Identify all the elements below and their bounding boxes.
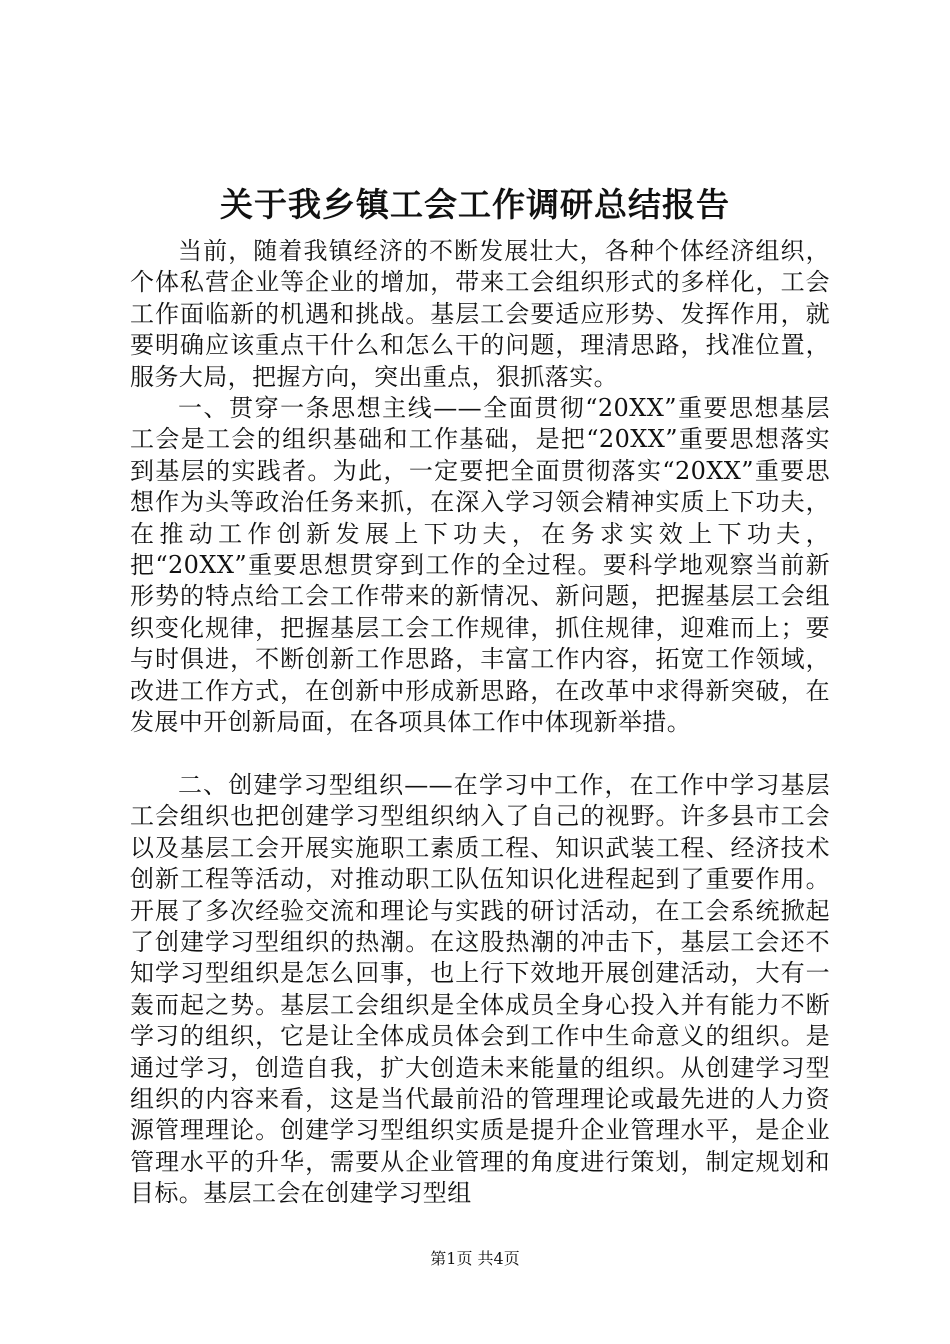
- paragraph-intro: 当前，随着我镇经济的不断发展壮大，各种个体经济组织，个体私营企业等企业的增加，带来工会组织形式的多样化，工会工作面临新的机遇和挑战。基层工会要适应形势、发挥作用，就要明确应该重点干什么和怎么干的问题，理清思路，找准位置，服务大局，把握方向，突出重点，狠抓落实。: [130, 237, 830, 391]
- paragraph-section-two: 二、创建学习型组织——在学习中工作，在工作中学习基层工会组织也把创建学习型组织纳入了自己的视野。许多县市工会以及基层工会开展实施职工素质工程、知识武装工程、经济技术创新工程等活动，对推动职工队伍知识化进程起到了重要作用。开展了多次经验交流和理论与实践的研讨活动，在工会系统掀起了创建学习型组织的热潮。在这股热潮的冲击下，基层工会还不知学习型组织是怎么回事，也上行下效地开展创建活动，大有一轰而起之势。基层工会组织是全体成员全身心投入并有能力不断学习的组织，它是让全体成员体会到工作中生命意义的组织。是通过学习，创造自我，扩大创造未来能量的组织。从创建学习型组织的内容来看，这是当代最前沿的管理理论或最先进的人力资源管理理论。创建学习型组织实质是提升企业管理水平，是企业管理水平的升华，需要从企业管理的角度进行策划，制定规划和目标。基层工会在创建学习型组: [130, 770, 830, 1208]
- page-number-footer: 第1页 共4页: [430, 1249, 520, 1268]
- paragraph-section-one: 一、贯穿一条思想主线——全面贯彻“20XX”重要思想基层工会是工会的组织基础和工作基础，是把“20XX”重要思想落实到基层的实践者。为此，一定要把全面贯彻落实“20XX”重要思想作为头等政治任务来抓，在深入学习领会精神实质上下功夫，在推动工作创新发展上下功夫，在务求实效上下功夫，把“20XX”重要思想贯穿到工作的全过程。要科学地观察当前新形势的特点给工会工作带来的新情况、新问题，把握基层工会组织变化规律，把握基层工会工作规律，抓住规律，迎难而上；要与时俱进，不断创新工作思路，丰富工作内容，拓宽工作领域，改进工作方式，在创新中形成新思路，在改革中求得新突破，在发展中开创新局面，在各项具体工作中体现新举措。: [130, 394, 830, 737]
- document-title: 关于我乡镇工会工作调研总结报告: [220, 185, 730, 224]
- document-body: [130, 236, 830, 1210]
- paragraph-spacer: [130, 739, 830, 770]
